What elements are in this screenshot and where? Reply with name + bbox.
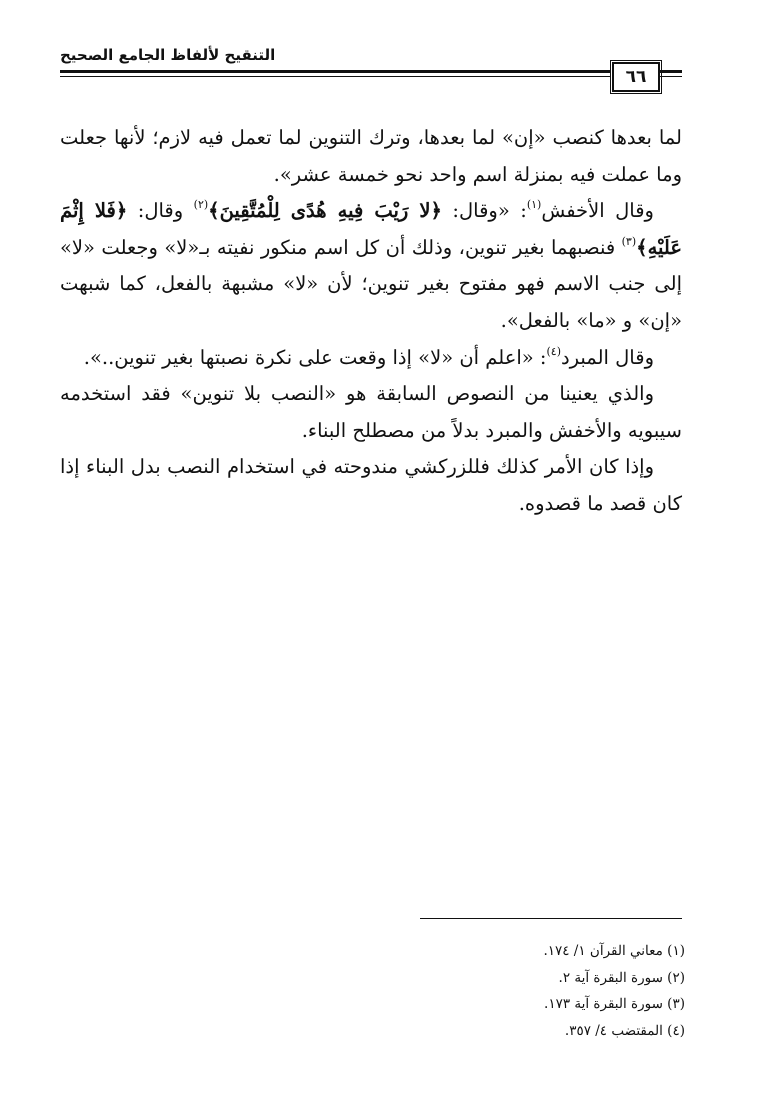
footnote-ref-2: (٢) bbox=[193, 198, 209, 212]
mubarrad-intro: وقال المبرد bbox=[560, 345, 654, 369]
header-rule-right bbox=[660, 70, 682, 77]
akhfash-explanation: فنصبهما بغير تنوين، وذلك أن كل اسم منكور نفيته بـ«لا» وجعلت «لا» إلى جنب الاسم فهو مفتوح بغير تنوين؛ لأن «لا» مشبهة بالفعل، كما شبهت «إن» و «ما» بالفعل». bbox=[60, 235, 682, 332]
quote-open: : «وقال: bbox=[441, 199, 527, 223]
paragraph-5: وإذا كان الأمر كذلك فللزركشي مندوحته في استخدام النصب بدل البناء إذا كان قصد ما قصدوه. bbox=[60, 455, 682, 515]
mubarrad-quote: : «اعلم أن «لا» إذا وقعت على نكرة نصبتها بغير تنوين..». bbox=[83, 345, 547, 369]
paragraph-4: والذي يعنينا من النصوص السابقة هو «النصب بلا تنوين» فقد استخدمه سيبويه والأخفش والمبرد بدلاً من مصطلح البناء. bbox=[60, 382, 682, 442]
footnote-4: (٤) المقتضب ٤/ ٣٥٧. bbox=[564, 1022, 685, 1039]
footnote-1: (١) معاني القرآن ١/ ١٧٤. bbox=[543, 943, 685, 959]
main-text bbox=[60, 120, 682, 523]
paragraph-1: لما بعدها كنصب «إن» لما بعدها، وترك التنوين لما تعمل فيه لازم؛ لأنها جعلت وما عملت فيه بمنزلة اسم واحد نحو خمسة عشر». bbox=[60, 126, 682, 186]
footnote-ref-1: (١) bbox=[526, 198, 542, 212]
footnote-ref-3: (٣) bbox=[621, 234, 637, 248]
quran-quote-2: ﴿فَلا إِثْمَ عَلَيْهِ﴾ bbox=[60, 199, 682, 259]
header-rule bbox=[60, 70, 610, 77]
and-said: وقال: bbox=[127, 199, 194, 223]
footnote-2: (٢) سورة البقرة آية ٢. bbox=[558, 969, 685, 986]
akhfash-intro: وقال الأخفش bbox=[541, 199, 654, 223]
page-number: ٦٦ bbox=[612, 62, 660, 92]
running-header-title: التنقيح لألفاظ الجامع الصحيح bbox=[60, 46, 276, 64]
footnote-ref-4: (٤) bbox=[546, 344, 561, 358]
footnote-separator bbox=[420, 918, 682, 919]
footnote-3: (٣) سورة البقرة آية ١٧٣. bbox=[544, 996, 685, 1012]
paragraph-3 bbox=[60, 340, 682, 377]
footnotes bbox=[300, 938, 685, 1044]
paragraph-2 bbox=[60, 193, 682, 339]
quran-quote-1: ﴿لا رَيْبَ فِيهِ هُدًى لِلْمُتَّقِينَ﴾ bbox=[208, 199, 442, 223]
